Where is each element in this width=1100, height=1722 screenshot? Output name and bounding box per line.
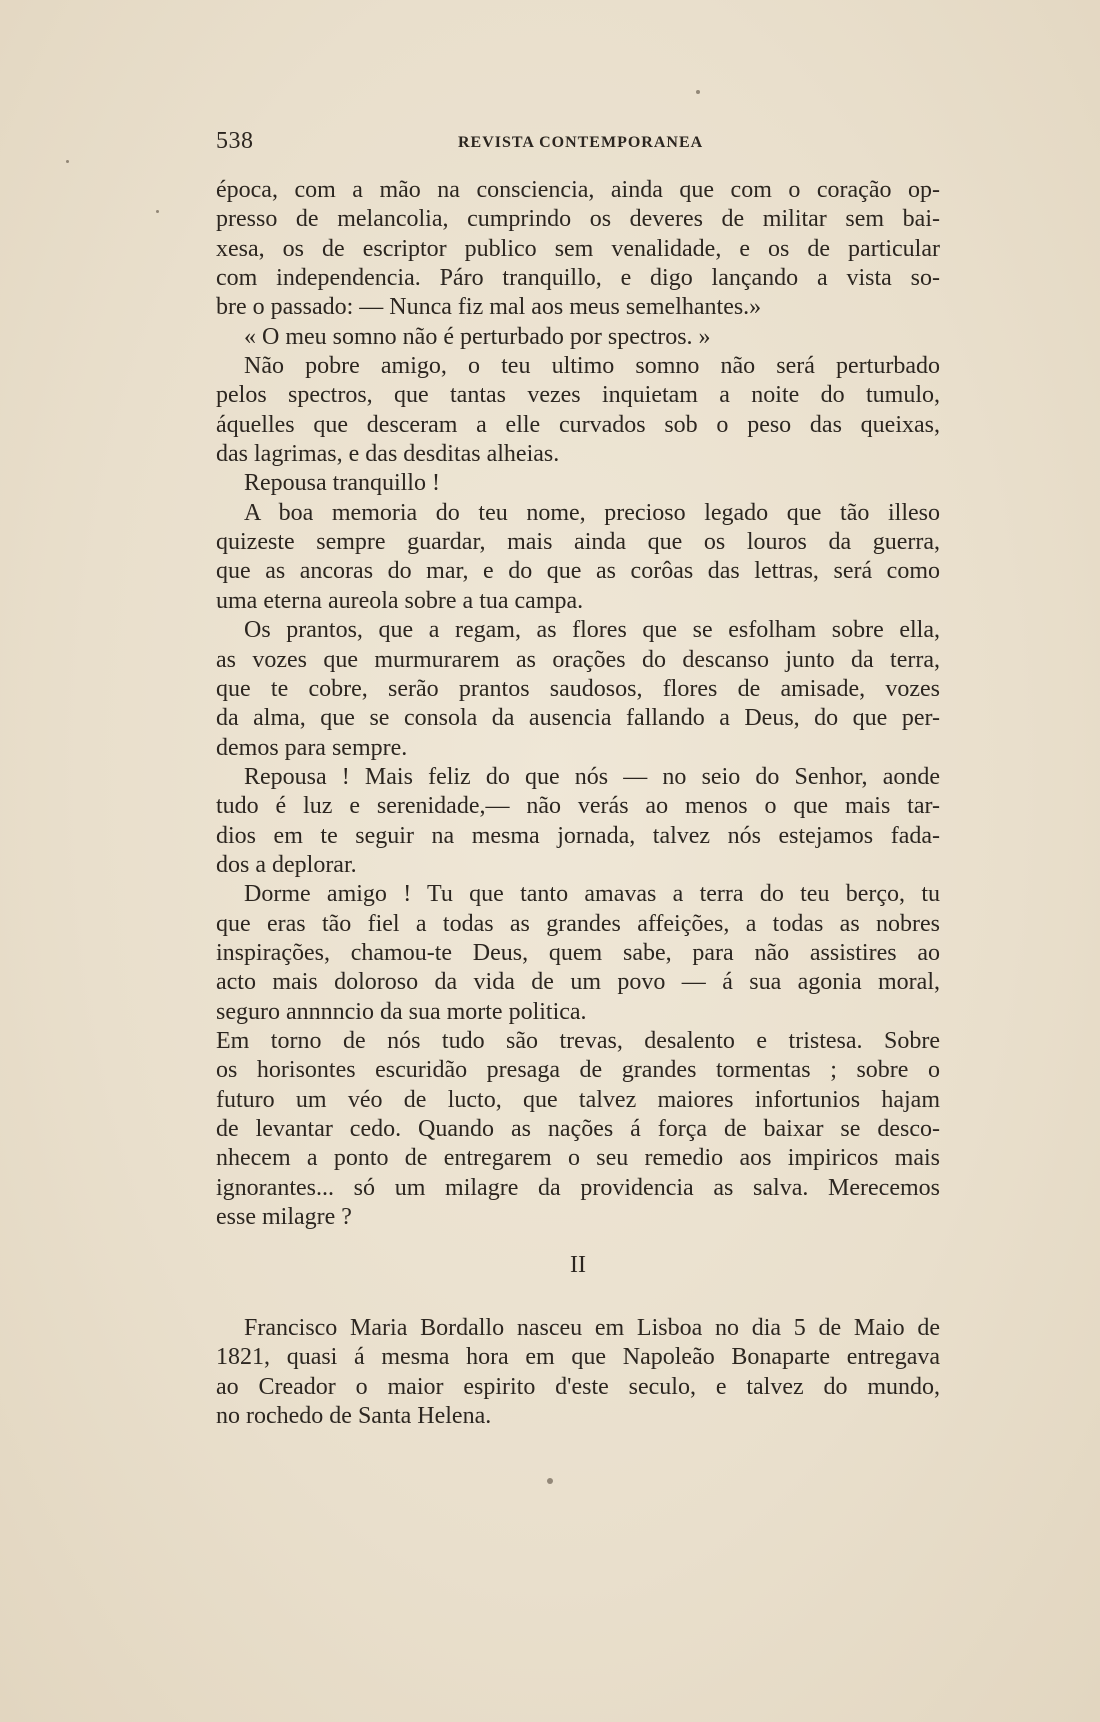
text-line: Repousa ! Mais feliz do que nós — no seio do Senhor, aonde [244, 763, 940, 790]
text-line: dos a deplorar. [216, 851, 357, 878]
text-line: demos para sempre. [216, 734, 408, 761]
paper-speck [66, 160, 69, 163]
paragraph [216, 880, 940, 1027]
paragraph [216, 763, 940, 880]
body-text [216, 176, 940, 1232]
text-line: acto mais doloroso da vida de um povo — á sua agonia moral, [216, 969, 940, 996]
text-line: Francisco Maria Bordallo nasceu em Lisboa no dia 5 de Maio de [244, 1315, 940, 1341]
paragraph [216, 323, 940, 352]
paragraph [216, 1314, 940, 1431]
text-line: os horisontes escuridão presaga de grandes tormentas ; sobre o [216, 1057, 940, 1084]
text-line: seguro annnncio da sua morte politica. [216, 998, 587, 1025]
paragraph [216, 616, 940, 763]
section-heading: II [570, 1252, 586, 1278]
text-line: as vozes que murmurarem as orações do descanso junto da terra, [216, 646, 940, 673]
text-line: uma eterna aureola sobre a tua campa. [216, 587, 584, 614]
text-line: que te cobre, serão prantos saudosos, flores de amisade, vozes [216, 675, 940, 702]
text-line: Dorme amigo ! Tu que tanto amavas a terra do teu berço, tu [244, 881, 940, 908]
text-line: das lagrimas, e das desditas alheias. [216, 441, 560, 468]
paragraph [216, 352, 940, 469]
text-line: pelos spectros, que tantas vezes inquietam a noite do tumulo, [216, 382, 940, 409]
text-line: Repousa tranquillo ! [244, 470, 440, 497]
text-line: A boa memoria do teu nome, precioso legado que tão illeso [244, 499, 940, 526]
running-head: REVISTA CONTEMPORANEA [458, 134, 704, 151]
text-line: esse milagre ? [216, 1204, 352, 1231]
text-line: Os prantos, que a regam, as flores que se esfolham sobre ella, [244, 617, 940, 644]
paper-speck [696, 90, 700, 94]
text-line: 1821, quasi á mesma hora em que Napoleão Bonaparte entregava [216, 1344, 940, 1371]
text-line: áquelles que desceram a elle curvados sob o peso das queixas, [216, 411, 940, 438]
text-line: no rochedo de Santa Helena. [216, 1403, 492, 1430]
text-line: tudo é luz e serenidade,— não verás ao menos o que mais tar- [216, 793, 940, 820]
page-header [216, 128, 940, 162]
text-line: quizeste sempre guardar, mais ainda que os louros da guerra, [216, 529, 940, 556]
text-line: dios em te seguir na mesma jornada, talvez nós estejamos fada- [216, 822, 940, 849]
paragraph [216, 499, 940, 616]
text-line: xesa, os de escriptor publico sem venalidade, e os de particular [216, 235, 940, 262]
text-line: nhecem a ponto de entregarem o seu remedio aos impiricos mais [216, 1145, 940, 1172]
text-line: presso de melancolia, cumprindo os deveres de militar sem bai- [216, 206, 940, 233]
text-line: época, com a mão na consciencia, ainda que com o coração op- [216, 177, 940, 203]
paragraph [216, 469, 940, 498]
text-line: Não pobre amigo, o teu ultimo somno não será perturbado [244, 353, 940, 380]
text-line: que eras tão fiel a todas as grandes affeições, a todas as nobres [216, 910, 940, 937]
text-line: futuro um véo de lucto, que talvez maiores infortunios hajam [216, 1086, 940, 1113]
paragraph [216, 1027, 940, 1232]
text-line: ao Creador o maior espirito d'este seculo, e talvez do mundo, [216, 1373, 940, 1400]
text-line: de levantar cedo. Quando as nações á força de baixar se desco- [216, 1116, 940, 1142]
page-number: 538 [216, 128, 254, 154]
paper-speck [547, 1478, 553, 1484]
text-line: da alma, que se consola da ausencia fallando a Deus, do que per- [216, 705, 940, 732]
text-line: Em torno de nós tudo são trevas, desalento e tristesa. Sobre [216, 1027, 940, 1054]
text-line: que as ancoras do mar, e do que as corôas das lettras, será como [216, 558, 940, 585]
paragraph [216, 176, 940, 323]
text-line: ignorantes... só um milagre da providencia as salva. Merecemos [216, 1174, 940, 1201]
text-line: bre o passado: — Nunca fiz mal aos meus semelhantes.» [216, 294, 762, 321]
section-two-text [216, 1314, 940, 1431]
text-line: « O meu somno não é perturbado por spectros. » [244, 323, 711, 350]
text-line: com independencia. Páro tranquillo, e digo lançando a vista so- [216, 265, 940, 292]
text-line: inspirações, chamou-te Deus, quem sabe, para não assistires ao [216, 939, 940, 966]
paper-speck [156, 210, 159, 213]
